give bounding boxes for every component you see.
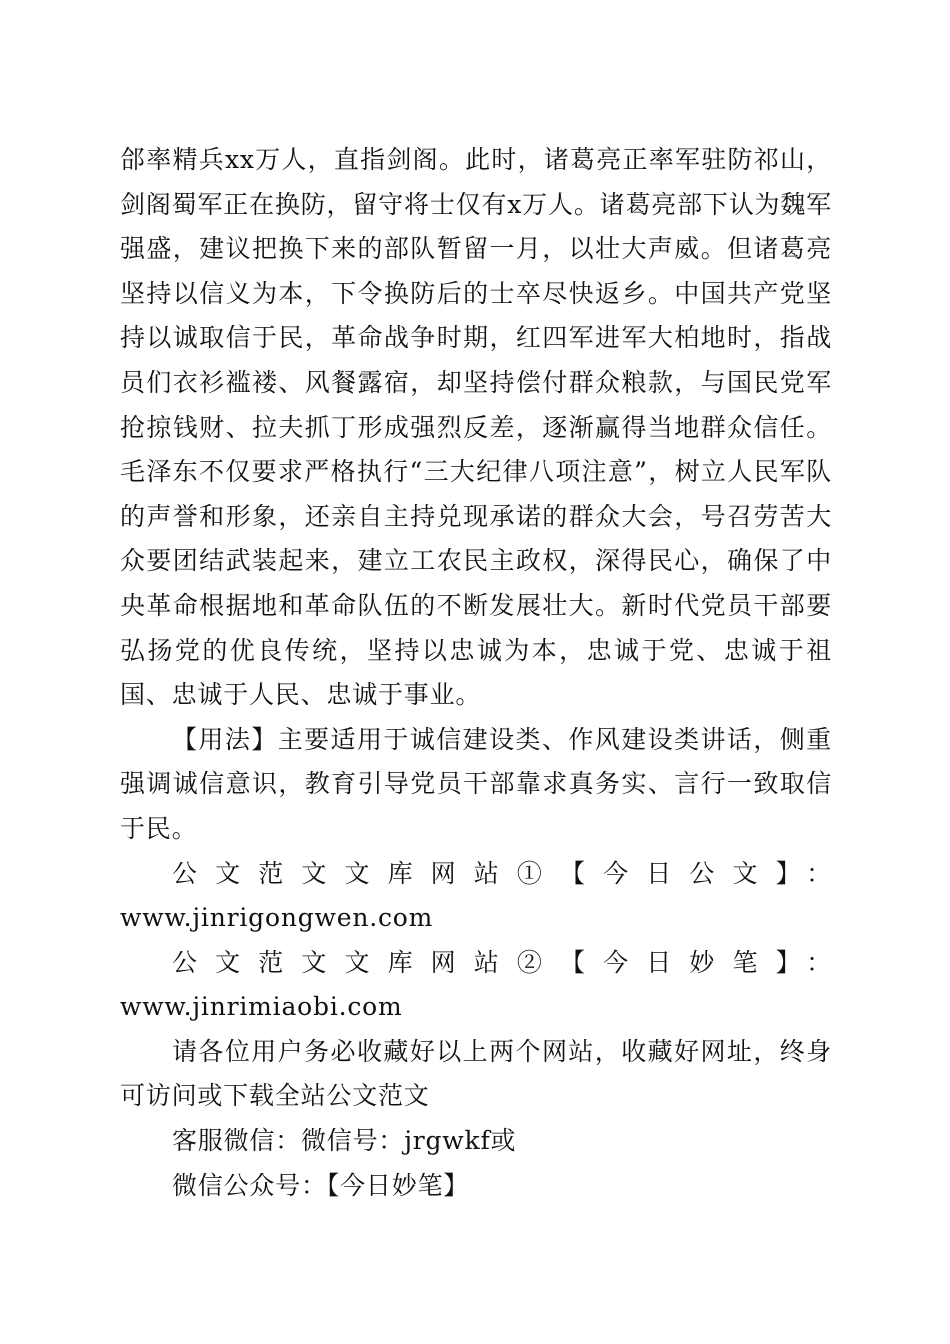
body-paragraph: 郃率精兵xx万人，直指剑阁。此时，诸葛亮正率军驻防祁山，剑阁蜀军正在换防，留守将士仅有x万人。诸葛亮部下认为魏军强盛，建议把换下来的部队暂留一月，以壮大声威。但诸葛亮坚持以信义为本，下令换防后的士卒尽快返乡。中国共产党坚持以诚取信于民，革命战争时期，红四军进军大柏地时，指战员们衣衫褴褛、风餐露宿，却坚持偿付群众粮款，与国民党军抢掠钱财、拉夫抓丁形成强烈反差，逐渐赢得当地群众信任。毛泽东不仅要求严格执行“三大纪律八项注意”，树立人民军队的声誉和形象，还亲自主持兑现承诺的群众大会，号召劳苦大众要团结武装起来，建立工农民主政权，深得民心，确保了中央革命根据地和革命队伍的不断发展壮大。新时代党员干部要弘扬党的优良传统，坚持以忠诚为本，忠诚于党、忠诚于祖国、忠诚于人民、忠诚于事业。 [120, 145, 832, 710]
usage-paragraph: 【用法】主要适用于诚信建设类、作风建设类讲话，侧重强调诚信意识，教育引导党员干部靠求真务实、言行一致取信于民。 [120, 724, 832, 843]
notice-line: 请各位用户务必收藏好以上两个网站，收藏好网址，终身可访问或下载全站公文范文 [120, 1036, 832, 1111]
site1-url: www.jinrigongwen.com [120, 903, 434, 933]
document-body [120, 138, 832, 1208]
wechat-official-line: 微信公众号：【今日妙笔】 [172, 1170, 470, 1200]
wechat-service-line: 客服微信：微信号：jrgwkf或 [172, 1126, 517, 1156]
site1-label: 公文范文文库网站①【今日公文】： [172, 858, 832, 888]
site2-line: 公文范文文库网站②【今日妙笔】：www.jinrimiaobi.com [120, 947, 832, 1022]
